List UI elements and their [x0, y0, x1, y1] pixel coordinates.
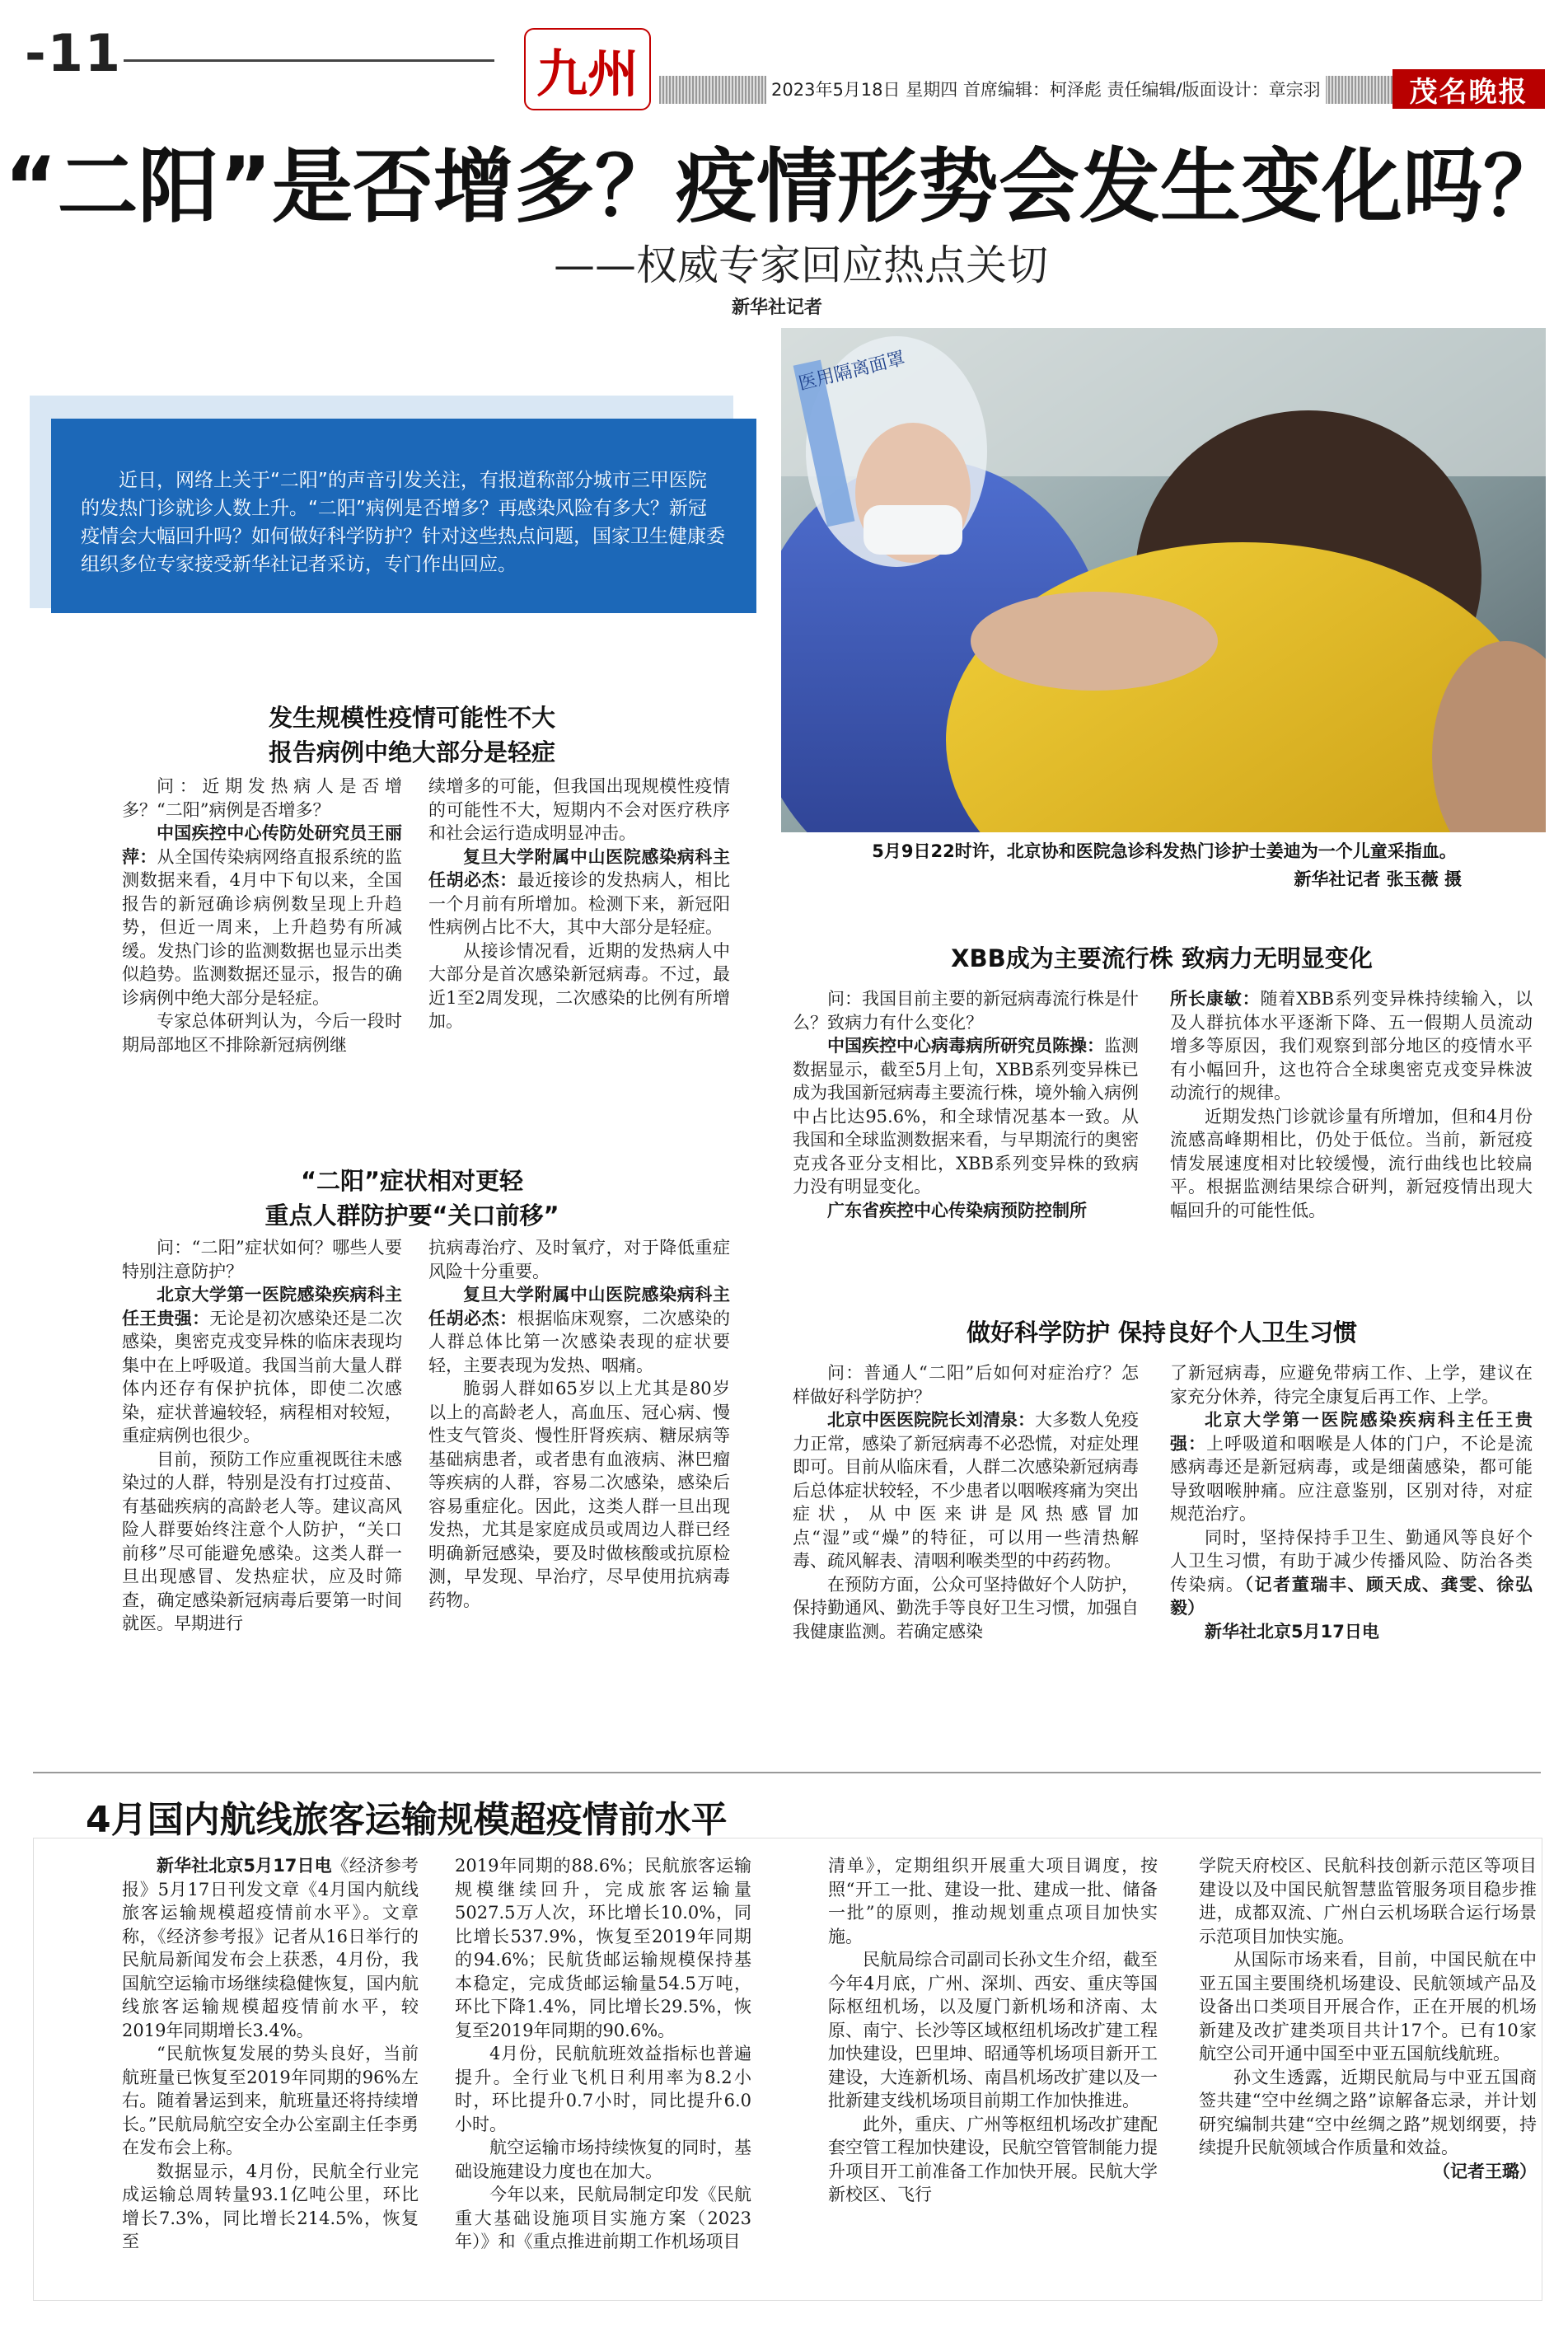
section1-col1 [122, 775, 402, 1056]
section4-col1 [793, 1361, 1139, 1643]
news-photo-illustration [781, 328, 1546, 832]
paragraph [1170, 1526, 1533, 1620]
section2-title [107, 1164, 717, 1233]
author-credit: （记者董瑞丰、顾天成、龚雯、徐弘毅） [1170, 1574, 1533, 1618]
byline: 新华社记者 [732, 297, 823, 318]
section3-col2 [1170, 987, 1533, 1222]
paragraph: 4月份，民航航班效益指标也普遍提升。全行业飞机日利用率为8.2小时，环比提升0.7小时，同比提升6.0小时。 [455, 2044, 751, 2134]
mask-sign-text: 医用隔离面罩 [796, 348, 907, 395]
section2-title-line2: 重点人群防护要“关口前移” [264, 1201, 559, 1230]
answer-text: 随着XBB系列变异株持续输入，以及人群抗体水平逐渐下降、五一假期人员流动增多等原因，我们观察到部分地区的疫情水平有小幅回升，这也符合全球奥密克戎变异株波动流行的规律。 [1170, 989, 1533, 1103]
dateline [1170, 1620, 1533, 1644]
answer-text: 最近接诊的发热病人，相比一个月前有所增加。检测下来，新冠阳性病例占比不大，其中大部分是轻症。 [428, 870, 730, 937]
paragraph: 学院天府校区、民航科技创新示范区等项目建设以及中国民航智慧监管服务项目稳步推进，成都双流、广州白云机场联合运行场景示范项目加快实施。 [1199, 1856, 1537, 1946]
question: 问：我国目前主要的新冠病毒流行株是什么？致病力有什么变化？ [793, 989, 1139, 1033]
issue-info: 2023年5月18日 星期四 首席编辑：柯泽彪 责任编辑/版面设计：章宗羽 [766, 76, 1326, 104]
answer-text: 上呼吸道和咽喉是人体的门户，不论是流感病毒还是新冠病毒，或是细菌感染，都可能导致咽喉肿痛。应注意鉴别，区别对待，对症规范治疗。 [1170, 1433, 1533, 1524]
author-credit [1199, 2160, 1537, 2184]
section3-col1 [793, 987, 1139, 1222]
header-rule [124, 59, 494, 62]
speaker: 广东省疾控中心传染病预防控制所 [827, 1200, 1087, 1220]
paragraph: 2019年同期的88.6%；民航旅客运输规模继续回升，完成旅客运输量5027.5万人次，环比增长10.0%，同比增长537.9%，恢复至2019年同期的94.6%；民航货邮运输规模保持基本稳定，完成货邮运输量54.5万吨，环比下降1.4%，同比增长29.5%，恢复至2019年同期的90.6%。 [455, 1856, 751, 2040]
paragraph: 脆弱人群如65岁以上尤其是80岁以上的高龄老人，高血压、冠心病、慢性支气管炎、慢性肝肾疾病、糖尿病等基础病患者，或者患有血液病、淋巴瘤等疾病的人群，容易二次感染，感染后容易重症化。因此，这类人群一旦出现发热，尤其是家庭成员或周边人群已经明确新冠感染，要及时做核酸或抗原检测，早发现、早治疗，尽早使用抗病毒药物。 [428, 1379, 730, 1610]
section1-title [107, 700, 717, 770]
article2-col4 [1199, 1854, 1537, 2183]
paragraph: 清单》，定期组织开展重大项目调度，按照“开工一批、建设一批、建成一批、储备一批”的原则，推动规划重点项目加快实施。 [828, 1856, 1158, 1946]
photo-caption: 5月9日22时许，北京协和医院急诊科发热门诊护士姜迪为一个儿童采指血。 [872, 841, 1457, 861]
paragraph: 航空运输市场持续恢复的同时，基础设施建设力度也在加大。 [455, 2138, 751, 2181]
paragraph: 在预防方面，公众可坚持做好个人防护，保持勤通风、勤洗手等良好卫生习惯，加强自我健康监测。若确定感染 [793, 1574, 1139, 1642]
paragraph: 民航局综合司副司长孙文生介绍，截至今年4月底，广州、深圳、西安、重庆等国际枢纽机场，以及厦门新机场和济南、太原、南宁、长沙等区域枢纽机场改扩建工程加快建设，巴里坤、昭通等机场项目新开工建设，大连新机场、南昌机场改扩建以及一批新建支线机场项目前期工作加快推进。 [828, 1950, 1158, 2110]
paragraph: “民航恢复发展的势头良好，当前航班量已恢复至2019年同期的96%左右。随着暑运到来，航班量还将持续增长。”民航局航空安全办公室副主任李勇在发布会上称。 [122, 2044, 419, 2157]
speaker: 复旦大学附属中山医院感染病科主任胡必杰： [428, 1285, 730, 1328]
section2-col2 [428, 1236, 730, 1612]
answer [122, 822, 402, 1009]
answer-text: 从全国传染病网络直报系统的监测数据来看，4月中下旬以来，全国报告的新冠确诊病例数呈现上升趋势，但近一周来，上升趋势有所减缓。发热门诊的监测数据也显示出类似趋势。监测数据还显示，报告的确诊病例中绝大部分是轻症。 [122, 846, 403, 1008]
answer [1170, 987, 1533, 1105]
article2-col3 [828, 1854, 1158, 2207]
paragraph: 此外，重庆、广州等枢纽机场改扩建配套空管工程加快建设，民航空管管制能力提升项目开工前准备工作加快开展。民航大学新校区、飞行 [828, 2114, 1158, 2204]
paragraph: 从国际市场来看，目前，中国民航在中亚五国主要围绕机场建设、民航领域产品及设备出口类项目开展合作，正在开展的机场新建及改扩建类项目共计17个。已有10家航空公司开通中国至中亚五国航线航班。 [1199, 1950, 1537, 2063]
answer-text: 大多数人免疫力正常，感染了新冠病毒不必恐慌，对症处理即可。目前从临床看，人群二次感染新冠病毒后总体症状较轻，不少患者以咽喉疼痛为突出症状，从中医来讲是风热感冒加点“湿”或“燥”的特征，可以用一些清热解毒、疏风解表、清咽利喉类型的中药药物。 [793, 1410, 1139, 1571]
article2-title: 4月国内航线旅客运输规模超疫情前水平 [86, 1799, 728, 1841]
section1-col2 [428, 775, 730, 1033]
paragraph: 近期发热门诊就诊量有所增加，但和4月份流感高峰期相比，仍处于低位。当前，新冠疫情发展速度相对比较缓慢，流行曲线也比较扁平。根据监测结果综合研判，新冠疫情出现大幅回升的可能性低。 [1170, 1106, 1533, 1220]
answer [1170, 1408, 1533, 1526]
paragraph-text: 同时，坚持保持手卫生、勤通风等良好个人卫生习惯，有助于减少传播风险、防治各类传染病。 [1170, 1527, 1533, 1595]
paragraph: 专家总体研判认为，今后一段时期局部地区不排除新冠病例继 [122, 1011, 402, 1055]
dateline-text: 新华社北京5月17日电 [1205, 1621, 1379, 1642]
photo-credit: 新华社记者 张玉薇 摄 [1294, 869, 1462, 889]
section1-title-line2: 报告病例中绝大部分是轻症 [268, 738, 555, 766]
section3-title: XBB成为主要流行株 致病力无明显变化 [951, 944, 1373, 972]
answer [793, 1034, 1139, 1199]
paragraph: 孙文生透露，近期民航局与中亚五国商签共建“空中丝绸之路”谅解备忘录，并计划研究编制共建“空中丝绸之路”规划纲要，持续提升民航领域合作质量和效益。 [1199, 2067, 1537, 2157]
paragraph: 今年以来，民航局制定印发《民航重大基础设施项目实施方案（2023年）》和《重点推进前期工作机场项目 [455, 2185, 751, 2251]
paragraph: 数据显示，4月份，民航全行业完成运输总周转量93.1亿吨公里，环比增长7.3%，同比增长214.5%，恢复至 [122, 2161, 419, 2251]
dateline-lead: 新华社北京5月17日电 [157, 1856, 332, 1876]
news-photo [781, 328, 1546, 832]
speaker-line [793, 1199, 1139, 1223]
paragraph: 了新冠病毒，应避免带病工作、上学，建议在家充分休养，待完全康复后再工作、上学。 [1170, 1363, 1533, 1407]
paper-logo: 茂名晚报 [1392, 69, 1545, 109]
section1-title-line1: 发生规模性疫情可能性不大 [268, 704, 555, 732]
paragraph-text: 《经济参考报》5月17日刊发文章《4月国内航线旅客运输规模超疫情前水平》。文章称，《经济参考报》记者从16日举行的民航局新闻发布会上获悉，4月份，我国航空运输市场继续稳健恢复，国内航线旅客运输规模超疫情前水平，较2019年同期增长3.4%。 [122, 1856, 419, 2040]
answer-text: 监测数据显示，截至5月上旬，XBB系列变异株已成为我国新冠病毒主要流行株，境外输入病例中占比达95.6%，和全球情况基本一致。从我国和全球监测数据来看，与早期流行的奥密克戎各亚分支相比，XBB系列变异株的致病力没有明显变化。 [793, 1036, 1139, 1197]
speaker: 中国疾控中心病毒病所研究员陈操： [827, 1036, 1104, 1056]
question: 问：普通人“二阳”后如何对症治疗？怎样做好科学防护？ [793, 1363, 1139, 1407]
section4-title: 做好科学防护 保持良好个人卫生习惯 [966, 1319, 1358, 1347]
paragraph: 目前，预防工作应重视既往未感染过的人群，特别是没有打过疫苗、有基础疾病的高龄老人等。建议高风险人群要始终注意个人防护，“关口前移”尽可能避免感染。这类人群一旦出现感冒、发热症状，应及时筛查，确定感染新冠病毒后要第一时间就医。早期进行 [122, 1449, 402, 1633]
section-badge: 九州 [524, 28, 651, 110]
subheadline: ——权威专家回应热点关切 [554, 241, 1048, 289]
headline: “二阳”是否增多？疫情形势会发生变化吗？ [4, 140, 1564, 234]
question: 问：“二阳”症状如何？哪些人要特别注意防护？ [122, 1238, 402, 1281]
question: 问：近期发热病人是否增多？“二阳”病例是否增多？ [122, 776, 402, 820]
article2-col1 [122, 1854, 419, 2254]
speaker: 北京大学第一医院感染疾病科主任王贵强： [122, 1285, 402, 1328]
paragraph [122, 1854, 419, 2042]
answer [793, 1408, 1139, 1573]
article-divider [33, 1772, 1541, 1773]
speaker: 北京中医医院院长刘清泉： [827, 1410, 1035, 1430]
answer [428, 845, 730, 939]
section2-title-line1: “二阳”症状相对更轻 [300, 1167, 524, 1195]
answer [428, 1283, 730, 1377]
answer [122, 1283, 402, 1448]
article2-col2 [455, 1854, 751, 2254]
photo-caption-block [789, 837, 1539, 893]
paragraph: 从接诊情况看，近期的发热病人中大部分是首次感染新冠病毒。不过，最近1至2周发现，二次感染的比例有所增加。 [428, 940, 730, 1031]
answer-text: 根据临床观察，二次感染的人群总体比第一次感染表现的症状要轻，主要表现为发热、咽痛。 [428, 1308, 730, 1375]
speaker: 所长康敏： [1170, 989, 1261, 1009]
paragraph: 续增多的可能，但我国出现规模性疫情的可能性不大，短期内不会对医疗秩序和社会运行造成明显冲击。 [428, 776, 730, 843]
speaker: 复旦大学附属中山医院感染病科主任胡必杰： [428, 846, 730, 890]
page-number: -11 [25, 23, 123, 83]
intro-box: 近日，网络上关于“二阳”的声音引发关注，有报道称部分城市三甲医院的发热门诊就诊人数上升。“二阳”病例是否增多？再感染风险有多大？新冠疫情会大幅回升吗？如何做好科学防护？针对这些热点问题，国家卫生健康委组织多位专家接受新华社记者采访，专门作出回应。 [51, 419, 756, 613]
section2-col1 [122, 1236, 402, 1636]
speaker: 北京大学第一医院感染疾病科主任王贵强： [1170, 1410, 1533, 1454]
section4-col2 [1170, 1361, 1533, 1643]
speaker: 中国疾控中心传防处研究员王丽萍： [122, 823, 402, 867]
answer-text: 无论是初次感染还是二次感染，奥密克戎变异株的临床表现均集中在上呼吸道。我国当前大量人群体内还存有保护抗体，即使二次感染，症状普遍较轻，病程相对较短，重症病例也很少。 [122, 1308, 403, 1445]
paragraph: 抗病毒治疗、及时氧疗，对于降低重症风险十分重要。 [428, 1238, 730, 1281]
author-text: （记者王璐） [1433, 2161, 1537, 2181]
